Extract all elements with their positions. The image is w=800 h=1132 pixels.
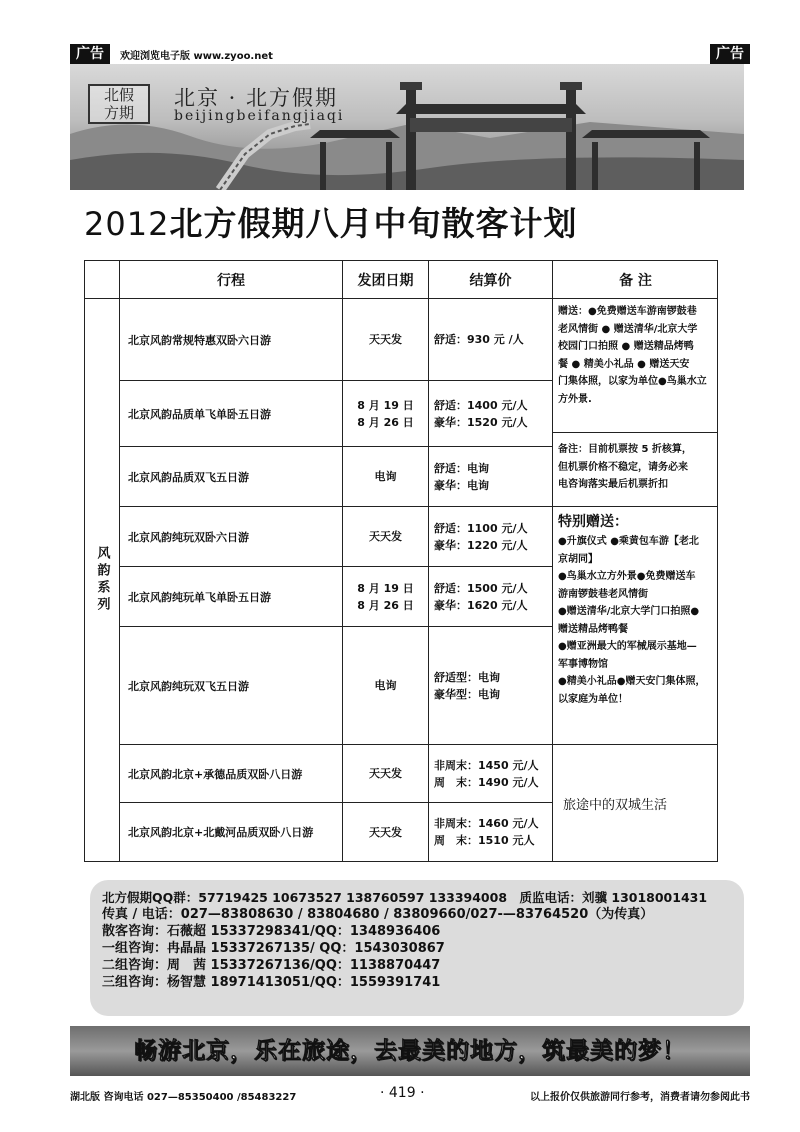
note-line: 备注：目前机票按 5 折核算， bbox=[558, 444, 692, 455]
price-cell bbox=[429, 507, 553, 567]
note-line: 赠送精品烤鸭餐 bbox=[558, 623, 628, 635]
note-line: 但机票价格不稳定，请务必来 bbox=[558, 461, 688, 473]
contact-line: 散客咨询：石薇超 15337298341/QQ：1348936406 bbox=[102, 924, 441, 939]
depart-date bbox=[343, 507, 429, 567]
price-line: 豪华：电询 bbox=[434, 478, 489, 492]
depart-date-line: 8 月 26 日 bbox=[357, 415, 414, 429]
note-line: 军事博物馆 bbox=[558, 658, 608, 670]
banner bbox=[70, 64, 744, 190]
price-line: 舒适型：电询 bbox=[434, 670, 500, 684]
depart-date-line: 天天发 bbox=[369, 333, 402, 346]
price-cell bbox=[429, 381, 553, 447]
note-line: 方外景. bbox=[558, 393, 592, 405]
title-text: 北方假期八月中旬散客计划 bbox=[169, 204, 578, 243]
depart-date-line: 8 月 19 日 bbox=[357, 398, 414, 412]
price-cell bbox=[429, 567, 553, 627]
schedule-table bbox=[84, 260, 718, 862]
slogan-banner bbox=[70, 1026, 750, 1076]
header-note: 备 注 bbox=[553, 261, 718, 299]
depart-date-line: 电询 bbox=[374, 470, 397, 483]
top-bar bbox=[70, 44, 750, 64]
trip-name: 北京风韵常规特惠双卧六日游 bbox=[120, 299, 343, 381]
note-line: ●赠亚洲最大的军械展示基地— bbox=[558, 641, 697, 652]
note-line: ●鸟巢水立方外景●免费赠送车 bbox=[558, 571, 696, 582]
welcome-text: 欢迎浏览电子版 www.zyoo.net bbox=[120, 51, 273, 62]
contact-line: 二组咨询：周 茜 15337267136/QQ：1138870447 bbox=[102, 958, 441, 973]
note-line: 赠送：●免费赠送车游南锣鼓巷 bbox=[558, 306, 697, 317]
depart-date bbox=[343, 627, 429, 745]
depart-date bbox=[343, 567, 429, 627]
price-line: 舒适：1100 元/人 bbox=[434, 521, 528, 535]
depart-date-line: 天天发 bbox=[369, 825, 402, 839]
price-line: 周 末：1490 元/人 bbox=[434, 775, 539, 789]
price-cell bbox=[429, 803, 553, 861]
price-line: 舒适：电询 bbox=[434, 461, 489, 475]
note-special-gifts bbox=[553, 507, 718, 745]
price-cell bbox=[429, 299, 553, 381]
price-cell bbox=[429, 627, 553, 745]
note-line: ●赠送清华/北京大学门口拍照● bbox=[558, 606, 700, 617]
logo-line-2: 方期 bbox=[103, 104, 134, 122]
contact-info bbox=[90, 880, 744, 1016]
title-year: 2012 bbox=[84, 205, 170, 243]
depart-date-line: 天天发 bbox=[369, 530, 402, 543]
series-label: 风韵系列 bbox=[85, 299, 120, 861]
header-blank bbox=[85, 261, 120, 299]
note-line: 京胡同】 bbox=[558, 553, 598, 565]
contact-line: 一组咨询：冉晶晶 15337267135/ QQ：1543030867 bbox=[102, 941, 445, 956]
price-line: 非周末：1450 元/人 bbox=[434, 758, 539, 772]
depart-date bbox=[343, 745, 429, 803]
header-date: 发团日期 bbox=[343, 261, 429, 299]
note-line: ●升旗仪式 ●乘黄包车游【老北 bbox=[558, 536, 699, 547]
contact-line: 传真 / 电话：027—83808630 / 83804680 / 83809660/027-—83764520（为传真） bbox=[102, 907, 654, 922]
depart-date bbox=[343, 299, 429, 381]
price-cell bbox=[429, 447, 553, 507]
note-gifts bbox=[553, 299, 718, 433]
trip-name: 北京风韵品质单飞单卧五日游 bbox=[120, 381, 343, 447]
depart-date-line: 天天发 bbox=[369, 767, 402, 780]
price-line: 豪华：1520 元/人 bbox=[434, 415, 528, 429]
note-line: 以家庭为单位！ bbox=[558, 693, 628, 705]
trip-name: 北京风韵北京+北戴河品质双卧八日游 bbox=[120, 803, 343, 861]
brand-pinyin: beijingbeifangjiaqi bbox=[174, 108, 345, 124]
depart-date-line: 8 月 26 日 bbox=[357, 598, 414, 612]
note-line: 餐 ● 精美小礼品 ● 赠送天安 bbox=[558, 358, 690, 370]
footer-disclaimer: 以上报价仅供旅游同行参考，消费者请勿参阅此书 bbox=[530, 1092, 750, 1103]
footer-hotline: 湖北版 咨询电话 027—85350400 /85483227 bbox=[70, 1092, 297, 1103]
depart-date bbox=[343, 803, 429, 861]
brand-name: 北京 · 北方假期 bbox=[174, 86, 339, 110]
banner-illustration bbox=[70, 64, 744, 190]
ad-label-right: 广告 bbox=[710, 44, 750, 64]
depart-date-line: 电询 bbox=[374, 679, 397, 692]
price-cell bbox=[429, 745, 553, 803]
note-line: 老风情街 ● 赠送清华/北京大学 bbox=[558, 323, 698, 335]
note-line: 游南锣鼓巷老风情街 bbox=[558, 588, 648, 600]
note-line: 电咨询落实最后机票折扣 bbox=[558, 479, 668, 490]
price-line: 舒适：1400 元/人 bbox=[434, 398, 528, 412]
trip-name: 北京风韵纯玩双卧六日游 bbox=[120, 507, 343, 567]
depart-date bbox=[343, 447, 429, 507]
depart-date bbox=[343, 381, 429, 447]
note-line: 校园门口拍照 ● 赠送精品烤鸭 bbox=[558, 341, 694, 352]
header-price: 结算价 bbox=[429, 261, 553, 299]
note-double-city: 旅途中的双城生活 bbox=[563, 797, 668, 813]
note-line: ●精美小礼品●赠天安门集体照， bbox=[558, 676, 706, 687]
trip-name: 北京风韵纯玩双飞五日游 bbox=[120, 627, 343, 745]
price-line: 周 末：1510 元人 bbox=[434, 834, 535, 847]
header-trip: 行程 bbox=[120, 261, 343, 299]
note-line: 门集体照，以家为单位●鸟巢水立 bbox=[558, 376, 707, 387]
price-line: 非周末：1460 元/人 bbox=[434, 817, 539, 830]
brand-logo bbox=[88, 84, 150, 124]
ad-label-left: 广告 bbox=[70, 44, 110, 64]
page-title bbox=[84, 198, 734, 245]
contact-line: 北方假期QQ群：57719425 10673527 138760597 133394008 质监电话：刘骥 13018001431 bbox=[102, 890, 708, 905]
page-number: · 419 · bbox=[380, 1085, 425, 1101]
price-line: 豪华：1220 元/人 bbox=[434, 538, 528, 552]
note-remark bbox=[553, 433, 718, 507]
slogan-text: 畅游北京，乐在旅途，去最美的地方，筑最美的梦！ bbox=[134, 1038, 686, 1064]
special-gifts-title: 特别赠送： bbox=[558, 514, 628, 530]
trip-name: 北京风韵北京+承德品质双卧八日游 bbox=[120, 745, 343, 803]
price-line: 舒适：930 元 /人 bbox=[434, 333, 524, 346]
logo-line-1: 北假 bbox=[103, 86, 134, 104]
price-line: 豪华：1620 元/人 bbox=[434, 598, 528, 612]
price-line: 豪华型：电询 bbox=[434, 687, 500, 701]
trip-name: 北京风韵品质双飞五日游 bbox=[120, 447, 343, 507]
price-line: 舒适：1500 元/人 bbox=[434, 581, 528, 595]
depart-date-line: 8 月 19 日 bbox=[357, 581, 414, 595]
contact-line: 三组咨询：杨智慧 18971413051/QQ：1559391741 bbox=[102, 975, 441, 990]
trip-name: 北京风韵纯玩单飞单卧五日游 bbox=[120, 567, 343, 627]
page-footer bbox=[70, 1086, 750, 1102]
